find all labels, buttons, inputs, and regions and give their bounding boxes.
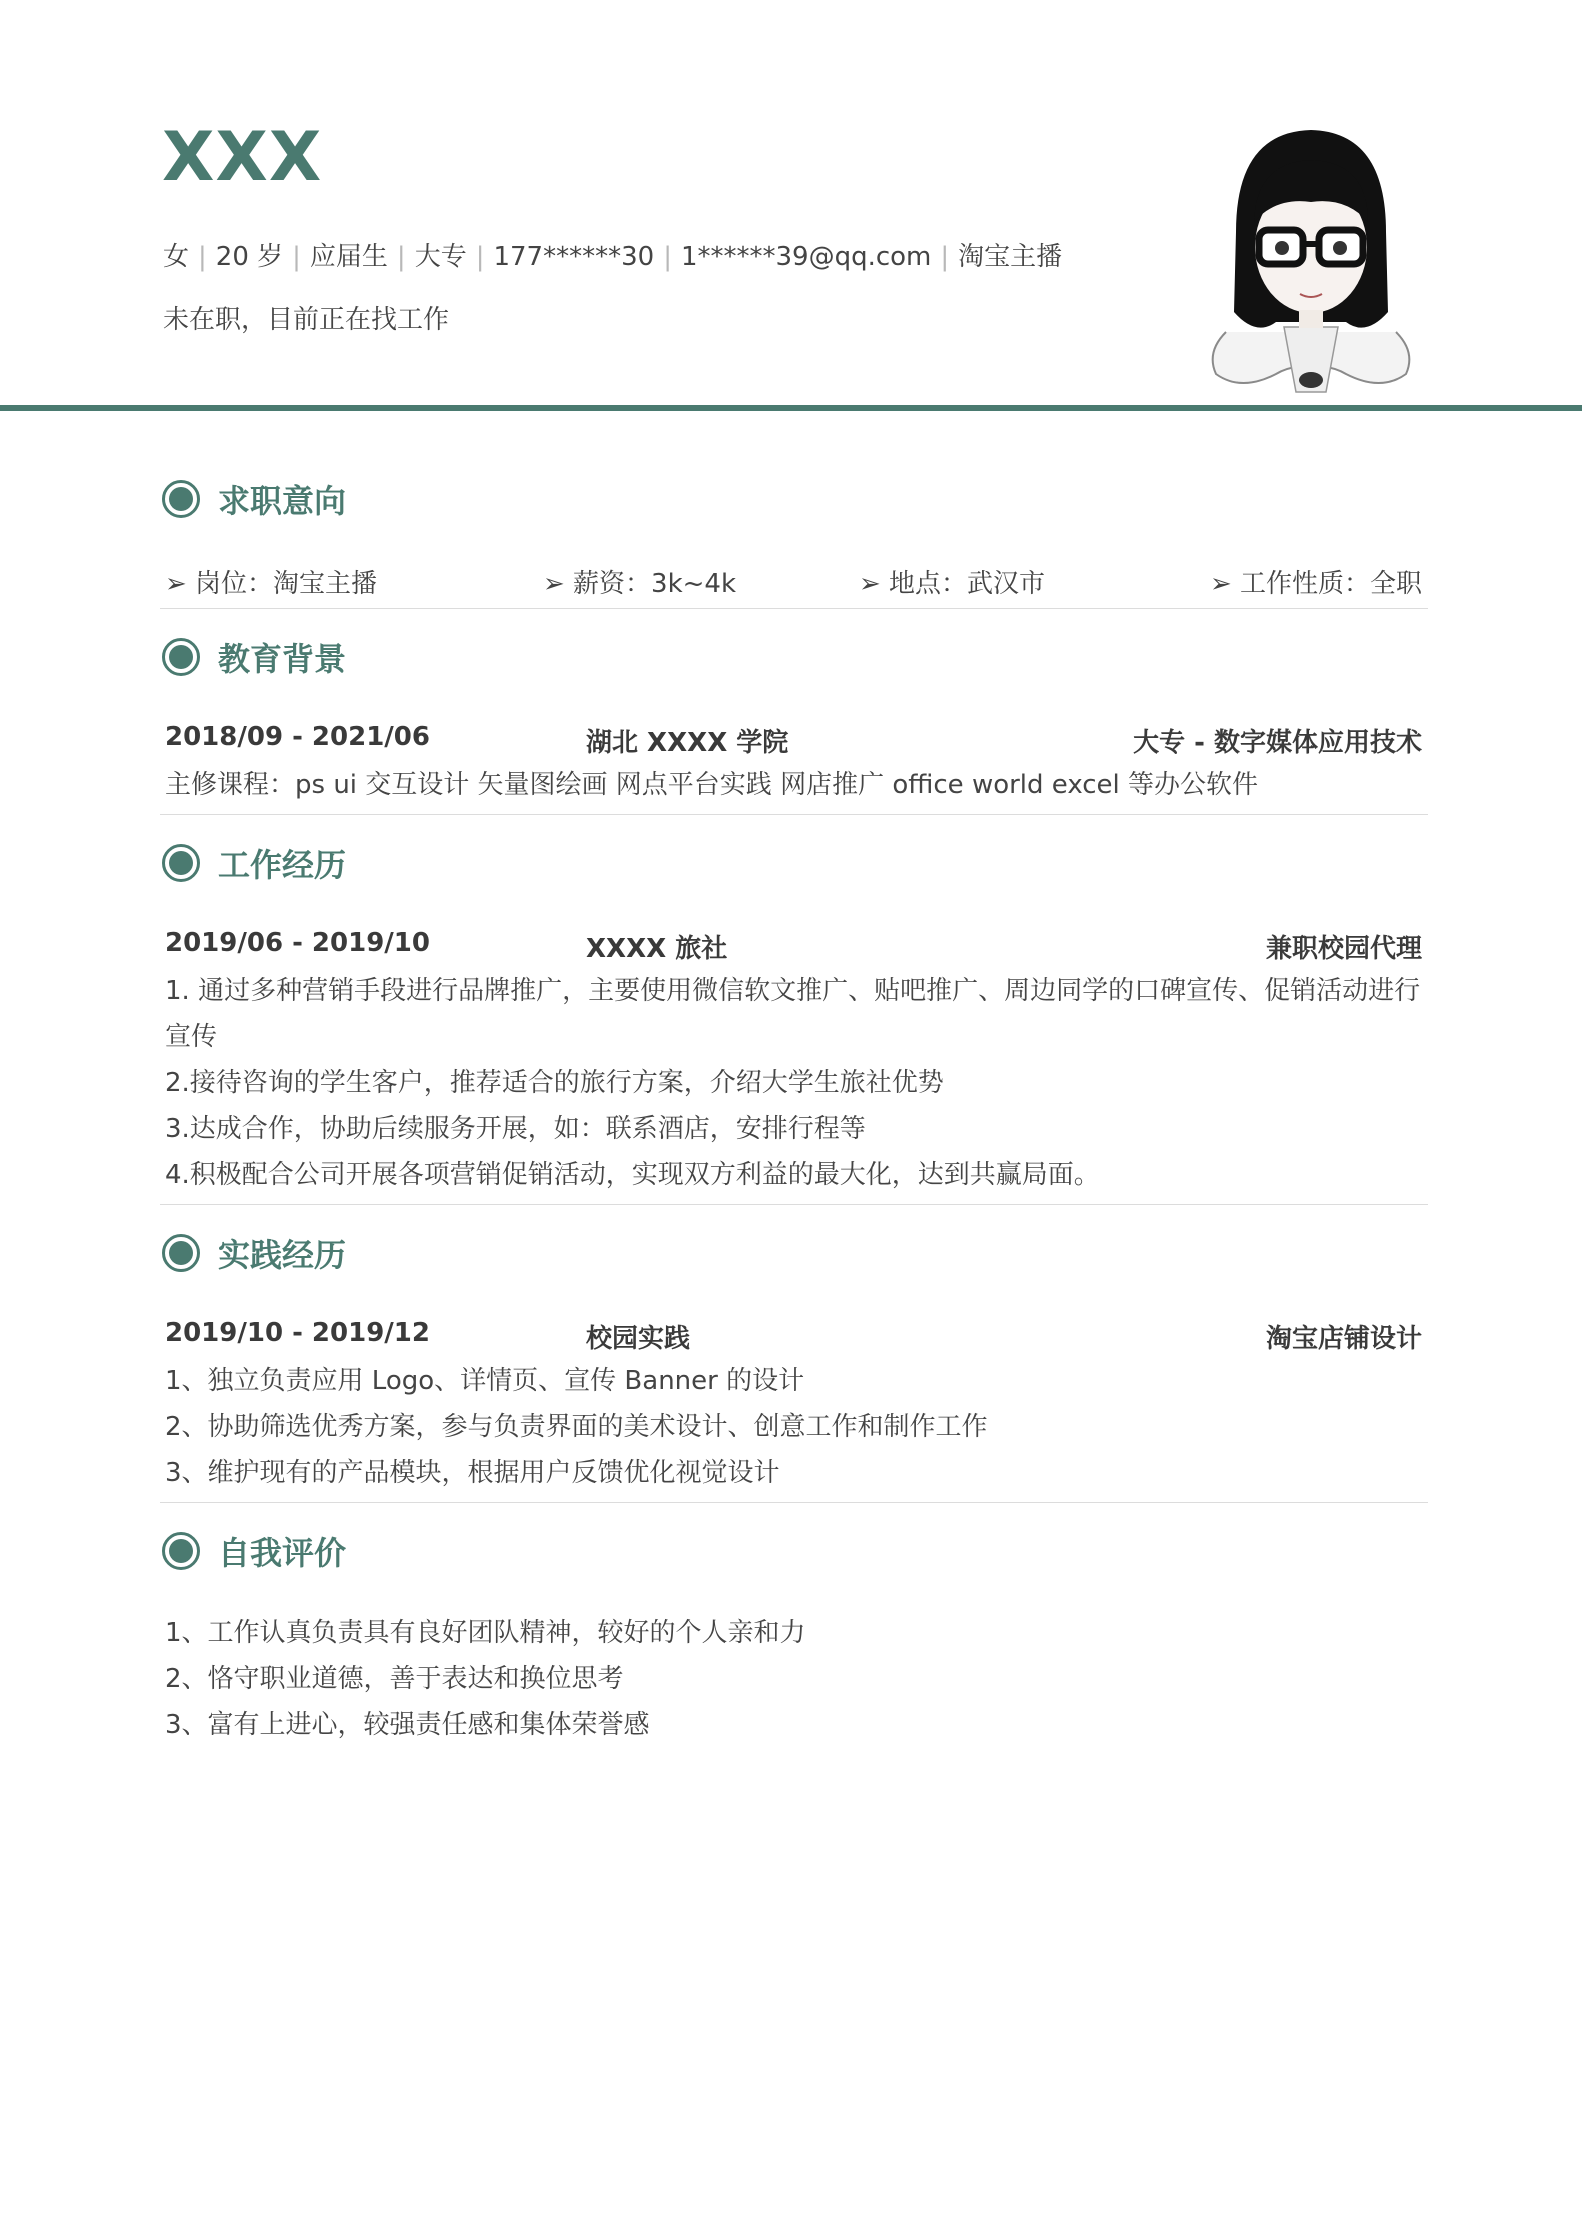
section-title-practice [162, 1228, 346, 1278]
info-degree: 大专 [414, 242, 467, 272]
info-identity: 应届生 [309, 242, 388, 272]
section-title-self-evaluation [162, 1526, 346, 1576]
section-title-education [162, 632, 346, 682]
info-gender: 女 [163, 242, 190, 272]
info-separator: | [475, 242, 485, 272]
work-line: 2.接待咨询的学生客户，推荐适合的旅行方案，介绍大学生旅社优势 [165, 1068, 944, 1098]
info-separator: | [292, 242, 301, 272]
entry-date: 2019/06 - 2019/10 [165, 928, 430, 958]
info-separator: | [663, 242, 672, 272]
bullet-circle-icon [162, 1532, 200, 1570]
section-label: 求职意向 [218, 482, 347, 520]
info-age: 20 岁 [215, 242, 284, 272]
section-title-intent [162, 474, 346, 524]
section-title-work [162, 838, 346, 888]
section-label: 工作经历 [218, 846, 347, 884]
header-accent-bar [0, 405, 1582, 411]
info-target-job: 淘宝主播 [958, 242, 1063, 272]
work-line: 3.达成合作，协助后续服务开展，如：联系酒店，安排行程等 [165, 1114, 866, 1144]
section-label: 自我评价 [218, 1534, 347, 1572]
entry-role: 兼职校园代理 [1265, 934, 1422, 964]
education-entry-header [165, 722, 1422, 758]
section-divider [160, 1204, 1428, 1205]
entry-organization: XXXX 旅社 [586, 934, 728, 964]
practice-entry-header [165, 1318, 1422, 1354]
personal-info-line [163, 236, 1062, 273]
intent-location: ➢ 地点：武汉市 [859, 569, 1046, 599]
bullet-circle-icon [162, 844, 200, 882]
section-label: 实践经历 [218, 1236, 347, 1274]
info-email: 1******39@qq.com [680, 242, 932, 272]
work-line: 1. 通过多种营销手段进行品牌推广，主要使用微信软文推广、贴吧推广、周边同学的口碑宣传、促销活动进行宣传 [165, 976, 1421, 1052]
intent-position: ➢ 岗位：淘宝主播 [165, 569, 378, 599]
info-phone: 177******30 [493, 242, 655, 272]
section-divider [160, 814, 1428, 815]
practice-line: 1、独立负责应用 Logo、详情页、宣传 Banner 的设计 [165, 1366, 805, 1396]
work-entry-header [165, 928, 1422, 964]
entry-organization: 湖北 XXXX 学院 [586, 728, 789, 758]
entry-role: 淘宝店铺设计 [1265, 1324, 1422, 1354]
self-evaluation-line: 2、恪守职业道德，善于表达和换位思考 [165, 1664, 624, 1694]
self-evaluation-line: 3、富有上进心，较强责任感和集体荣誉感 [165, 1710, 650, 1740]
intent-row [165, 563, 1422, 601]
section-divider [160, 608, 1428, 609]
self-evaluation-line: 1、工作认真负责具有良好团队精神，较好的个人亲和力 [165, 1618, 806, 1648]
entry-organization: 校园实践 [586, 1324, 691, 1354]
section-divider [160, 1502, 1428, 1503]
entry-role: 大专 - 数字媒体应用技术 [1133, 728, 1422, 758]
bullet-circle-icon [162, 638, 200, 676]
info-separator: | [198, 242, 207, 272]
info-separator: | [940, 242, 950, 272]
bullet-circle-icon [162, 480, 200, 518]
info-separator: | [396, 242, 406, 272]
avatar-photo [1196, 112, 1426, 402]
work-line: 4.积极配合公司开展各项营销促销活动，实现双方利益的最大化，达到共赢局面。 [165, 1160, 1100, 1190]
intent-salary: ➢ 薪资：3k~4k [543, 569, 737, 599]
section-label: 教育背景 [218, 640, 347, 678]
practice-line: 3、维护现有的产品模块，根据用户反馈优化视觉设计 [165, 1458, 780, 1488]
entry-date: 2019/10 - 2019/12 [165, 1318, 430, 1348]
education-description: 主修课程：ps ui 交互设计 矢量图绘画 网点平台实践 网店推广 office world excel 等办公软件 [165, 770, 1259, 800]
entry-date: 2018/09 - 2021/06 [165, 722, 430, 752]
intent-job-type: ➢ 工作性质：全职 [1209, 569, 1422, 599]
bullet-circle-icon [162, 1234, 200, 1272]
employment-status: 未在职，目前正在找工作 [163, 305, 450, 335]
resume-name: XXX [162, 118, 323, 197]
practice-line: 2、协助筛选优秀方案，参与负责界面的美术设计、创意工作和制作工作 [165, 1412, 988, 1442]
